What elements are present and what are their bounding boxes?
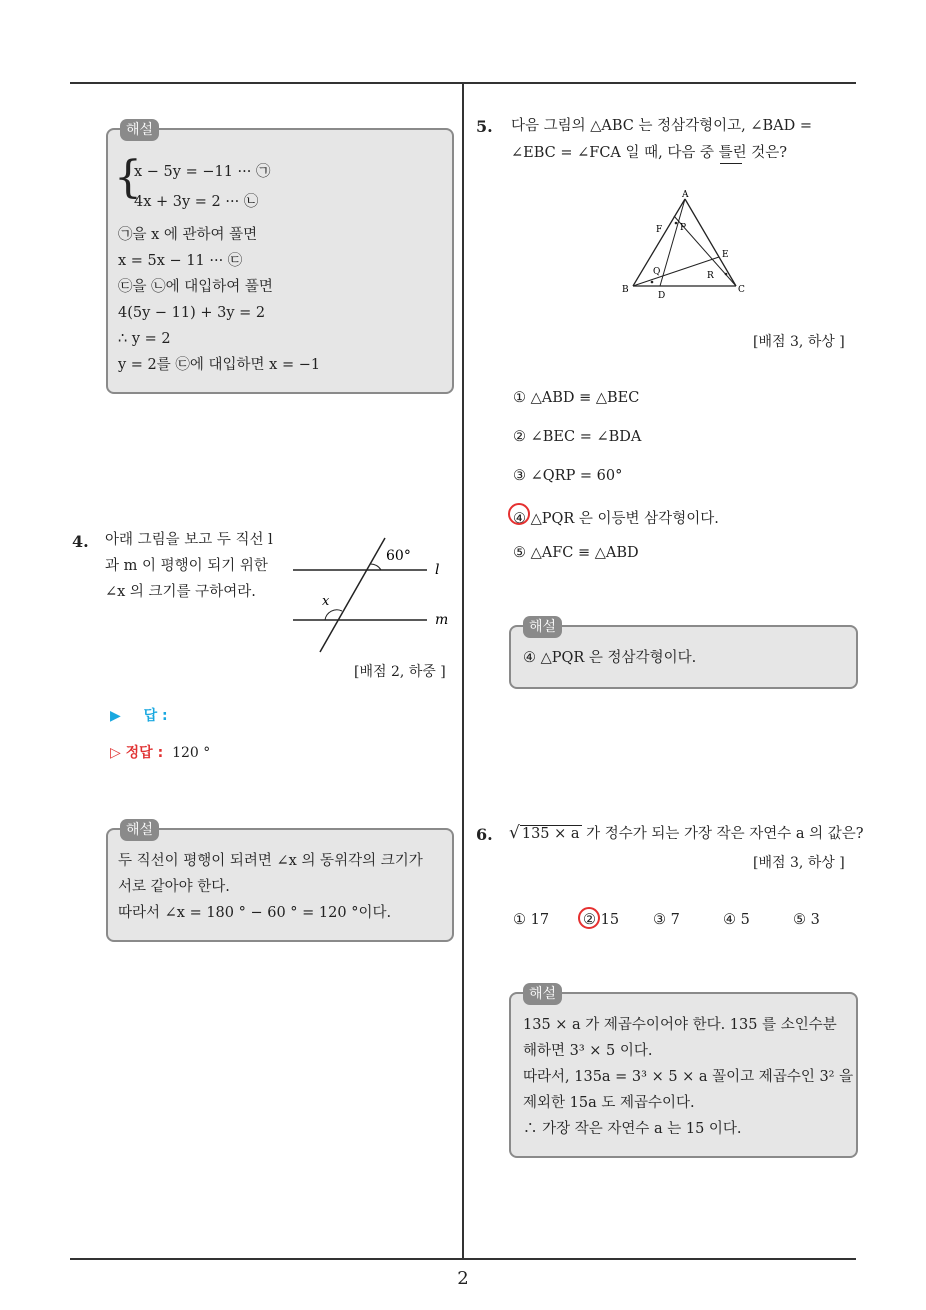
answer-row — [110, 705, 168, 725]
question-4-text-line: 아래 그림을 보고 두 직선 l — [105, 532, 273, 548]
correct-arrow-icon: ▷ — [110, 745, 121, 761]
solution-line: 따라서 ∠x = 180 ° − 60 ° = 120 °이다. — [118, 905, 392, 921]
solution-tag: 해설 — [120, 119, 159, 141]
system-eq-2: 4x + 3y = 2 ··· ㉡ — [134, 194, 259, 210]
angle-dot — [651, 281, 654, 284]
vertex-label: F — [656, 225, 663, 235]
option-2[interactable]: ② ∠BEC = ∠BDA — [513, 429, 642, 445]
solution-line: 두 직선이 평행이 되려면 ∠x 의 동위각의 크기가 — [118, 853, 423, 869]
option-5[interactable]: ⑤ 3 — [793, 912, 820, 928]
correct-label: 정답 : — [125, 745, 164, 761]
solution-tag: 해설 — [523, 616, 562, 638]
correct-answer-row — [110, 742, 210, 762]
question-5-text-line: 다음 그림의 △ABC 는 정삼각형이고, ∠BAD = — [511, 118, 813, 134]
vertex-label: C — [738, 285, 745, 295]
radical-sign: √ — [509, 823, 520, 843]
solution-box-4 — [106, 822, 454, 942]
solution-line: x = 5x − 11 ··· ㉢ — [118, 253, 243, 269]
answer-label: 답 : — [143, 708, 168, 724]
solution-line: ④ △PQR 은 정삼각형이다. — [523, 650, 697, 666]
option-4[interactable]: ④ 5 — [723, 912, 750, 928]
line-l-label: l — [435, 562, 440, 578]
solution-line: ∴ 가장 작은 자연수 a 는 15 이다. — [523, 1121, 742, 1137]
question-5-score: [배점 3, 하상 ] — [753, 334, 845, 350]
question-4-score: [배점 2, 하중 ] — [354, 664, 446, 680]
angle-60-arc — [370, 564, 381, 570]
angle-dot — [675, 222, 678, 225]
option-3[interactable]: ③ 7 — [653, 912, 680, 928]
solution-line: 135 × a 가 제곱수이어야 한다. 135 를 소인수분 — [523, 1017, 837, 1033]
question-4-text-line: 과 m 이 평행이 되기 위한 — [105, 558, 268, 574]
vertex-label: A — [682, 190, 689, 200]
solution-line: ㉢을 ㉡에 대입하여 풀면 — [118, 279, 273, 295]
solution-line: ∴ y = 2 — [118, 331, 171, 347]
solution-line: 제외한 15a 도 제곱수이다. — [523, 1095, 695, 1111]
question-6-number: 6. — [476, 825, 493, 844]
option-4[interactable]: ④ △PQR 은 이등변 삼각형이다. — [513, 511, 719, 527]
page-number: 2 — [457, 1268, 469, 1289]
correct-value: 120 ° — [172, 745, 211, 761]
question-6-text-rest: 가 정수가 되는 가장 작은 자연수 a 의 값은? — [586, 826, 864, 842]
solution-tag: 해설 — [120, 819, 159, 841]
selected-answer-mark — [508, 503, 530, 525]
solution-line: 해하면 3³ × 5 이다. — [523, 1043, 653, 1059]
question-5-number: 5. — [476, 117, 493, 136]
solution-line: 4(5y − 11) + 3y = 2 — [118, 305, 266, 321]
radicand: 135 × a — [521, 826, 580, 842]
question-6-text — [509, 820, 864, 847]
angle-60-label: 60° — [386, 548, 411, 564]
solution-box-6 — [509, 986, 858, 1158]
question-6-score: [배점 3, 하상 ] — [753, 855, 845, 871]
triangle-figure — [618, 186, 753, 306]
parallel-lines-figure — [285, 530, 460, 658]
vertex-label: Q — [653, 267, 661, 277]
solution-box-3 — [106, 122, 454, 394]
solution-line: ㉠을 x 에 관하여 풀면 — [118, 227, 258, 243]
vertex-label: R — [707, 271, 714, 281]
vertex-label: D — [658, 291, 666, 301]
solution-line: 서로 같아야 한다. — [118, 879, 230, 895]
solution-line: y = 2를 ㉢에 대입하면 x = −1 — [118, 357, 321, 373]
column-divider — [462, 83, 464, 1260]
option-2[interactable]: ② 15 — [583, 912, 620, 928]
selected-answer-mark — [578, 907, 600, 929]
question-4-number: 4. — [72, 532, 89, 551]
system-brace: { — [114, 152, 142, 203]
angle-x-label: x — [322, 594, 330, 609]
underline-wrong — [720, 163, 742, 164]
solution-tag: 해설 — [523, 983, 562, 1005]
transversal — [320, 538, 385, 652]
vertex-label: P — [680, 223, 687, 233]
option-1[interactable]: ① 17 — [513, 912, 550, 928]
solution-line: 따라서, 135a = 3³ × 5 × a 꼴이고 제곱수인 3² 을 — [523, 1069, 854, 1085]
vertex-label: B — [622, 285, 629, 295]
question-4-text-line: ∠x 의 크기를 구하여라. — [105, 584, 256, 600]
question-5-text-line: ∠EBC = ∠FCA 일 때, 다음 중 틀린 것은? — [511, 145, 787, 161]
vertex-label: E — [722, 250, 729, 260]
bottom-rule — [70, 1258, 856, 1260]
angle-dot — [725, 273, 728, 276]
answer-arrow-icon: ▶ — [110, 708, 121, 724]
option-1[interactable]: ① △ABD ≡ △BEC — [513, 390, 640, 406]
option-5[interactable]: ⑤ △AFC ≡ △ABD — [513, 545, 639, 561]
option-3[interactable]: ③ ∠QRP = 60° — [513, 468, 623, 484]
system-eq-1: x − 5y = −11 ··· ㉠ — [134, 164, 271, 180]
line-m-label: m — [435, 612, 449, 628]
solution-box-5 — [509, 619, 858, 689]
